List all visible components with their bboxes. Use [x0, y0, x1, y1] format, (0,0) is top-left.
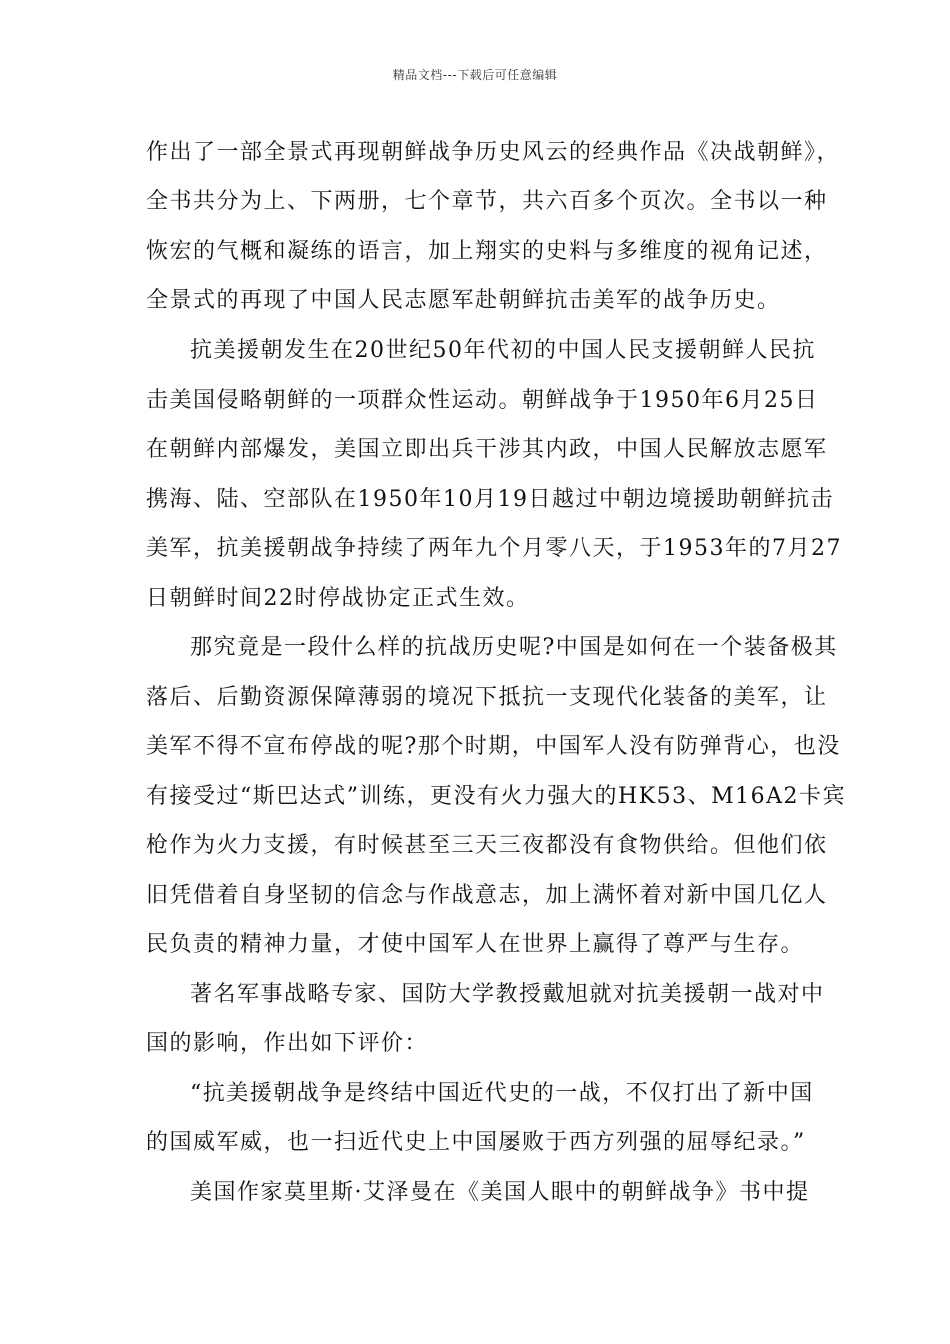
text-line: 抗美援朝发生在20世纪50年代初的中国人民支援朝鲜人民抗 [190, 338, 816, 363]
text-line: 落后、后勤资源保障薄弱的境况下抵抗一支现代化装备的美军，让 [146, 685, 828, 710]
text-line: 恢宏的气概和凝练的语言，加上翔实的史料与多维度的视角记述， [146, 239, 828, 264]
text-line: 那究竟是一段什么样的抗战历史呢?中国是如何在一个装备极其 [190, 635, 838, 660]
quote-line: “抗美援朝战争是终结中国近代史的一战，不仅打出了新中国 [190, 1081, 814, 1106]
page-header: 精品文档---下载后可任意编辑 [392, 68, 558, 82]
text-line: 美国作家莫里斯·艾泽曼在《美国人眼中的朝鲜战争》书中提 [190, 1180, 810, 1205]
text-line: 日朝鲜时间22时停战协定正式生效。 [146, 586, 530, 611]
text-line: 作出了一部全景式再现朝鲜战争历史风云的经典作品《决战朝鲜》， [146, 140, 841, 165]
text-line: 民负责的精神力量，才使中国军人在世界上赢得了尊严与生存。 [146, 932, 805, 957]
text-line: 美军不得不宣布停战的呢?那个时期，中国军人没有防弹背心，也没 [146, 734, 841, 759]
text-line: 在朝鲜内部爆发，美国立即出兵干涉其内政，中国人民解放志愿军 [146, 437, 828, 462]
text-line: 击美国侵略朝鲜的一项群众性运动。朝鲜战争于1950年6月25日 [146, 388, 819, 413]
quote-line: 的国威军威，也一扫近代史上中国屡败于西方列强的屈辱纪录。” [146, 1130, 806, 1155]
text-line: 枪作为火力支援，有时候甚至三天三夜都没有食物供给。但他们依 [146, 833, 828, 858]
text-line: 全景式的再现了中国人民志愿军赴朝鲜抗击美军的战争历史。 [146, 288, 781, 313]
text-line: 全书共分为上、下两册，七个章节，共六百多个页次。全书以一种 [146, 189, 828, 214]
text-line: 有接受过“斯巴达式”训练，更没有火力强大的HK53、M16A2卡宾 [146, 784, 847, 809]
text-line: 携海、陆、空部队在1950年10月19日越过中朝边境援助朝鲜抗击 [146, 487, 834, 512]
text-line: 美军，抗美援朝战争持续了两年九个月零八天，于1953年的7月27 [146, 536, 842, 561]
text-line: 国的影响，作出如下评价： [146, 1031, 429, 1056]
text-line: 著名军事战略专家、国防大学教授戴旭就对抗美援朝一战对中 [190, 982, 825, 1007]
text-line: 旧凭借着自身坚韧的信念与作战意志，加上满怀着对新中国几亿人 [146, 883, 828, 908]
